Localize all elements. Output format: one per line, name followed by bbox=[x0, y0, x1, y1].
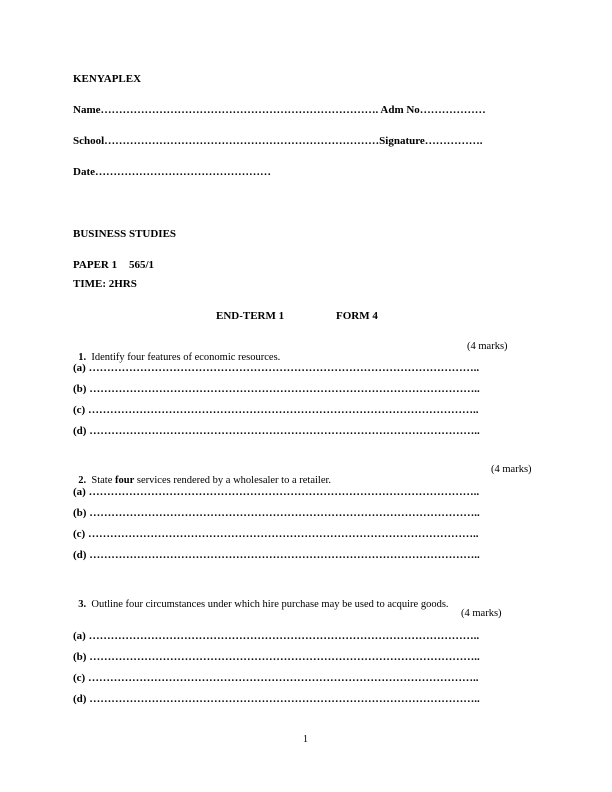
answer-line-2a[interactable]: (a) …………………………………………………………………………………………….. bbox=[73, 486, 480, 498]
answer-line-3d[interactable]: (d) …………………………………………………………………………………………….. bbox=[73, 693, 480, 705]
org-name: KENYAPLEX bbox=[73, 73, 142, 85]
answer-line-3a[interactable]: (a) …………………………………………………………………………………………….. bbox=[73, 630, 480, 642]
answer-line-3c[interactable]: (c) …………………………………………………………………………………………….. bbox=[73, 672, 479, 684]
question-1 bbox=[73, 341, 280, 363]
name-adm-line[interactable]: Name…………………………………………………………………. Adm No……………… bbox=[73, 104, 486, 116]
question-2-text-after: services rendered by a wholesaler to a retailer. bbox=[134, 475, 332, 486]
answer-line-2c[interactable]: (c) …………………………………………………………………………………………….. bbox=[73, 528, 479, 540]
term-label: END-TERM 1 bbox=[216, 310, 285, 322]
answer-line-3b[interactable]: (b) …………………………………………………………………………………………….. bbox=[73, 651, 480, 663]
question-2-marks: (4 marks) bbox=[491, 464, 532, 475]
answer-line-1a[interactable]: (a) …………………………………………………………………………………………….. bbox=[73, 362, 480, 374]
question-2-text-before: State bbox=[91, 475, 115, 486]
paper-label: PAPER 1 bbox=[73, 259, 118, 271]
question-3-number: 3. bbox=[78, 599, 87, 610]
answer-line-1d[interactable]: (d) …………………………………………………………………………………………….. bbox=[73, 425, 480, 437]
paper-code: 565/1 bbox=[129, 259, 155, 271]
question-1-number: 1. bbox=[78, 352, 87, 363]
question-2-text-bold: four bbox=[115, 475, 135, 486]
question-2 bbox=[73, 464, 331, 486]
question-1-text: Identify four features of economic resources. bbox=[91, 352, 281, 363]
answer-line-2b[interactable]: (b) …………………………………………………………………………………………….. bbox=[73, 507, 480, 519]
question-2-number: 2. bbox=[78, 475, 87, 486]
answer-line-1b[interactable]: (b) …………………………………………………………………………………………….. bbox=[73, 383, 480, 395]
question-1-marks: (4 marks) bbox=[467, 341, 508, 352]
subject-title: BUSINESS STUDIES bbox=[73, 228, 177, 240]
date-line[interactable]: Date………………………………………… bbox=[73, 166, 271, 178]
question-3-text: Outline four circumstances under which hire purchase may be used to acquire goods. bbox=[91, 599, 449, 610]
answer-line-1c[interactable]: (c) …………………………………………………………………………………………….. bbox=[73, 404, 479, 416]
time-label: TIME: 2HRS bbox=[73, 278, 137, 290]
page-number: 1 bbox=[303, 734, 308, 745]
form-label: FORM 4 bbox=[336, 310, 378, 322]
question-3 bbox=[73, 588, 449, 610]
question-3-marks: (4 marks) bbox=[461, 608, 502, 619]
school-signature-line[interactable]: School…………………………………………………………………Signature……………. bbox=[73, 135, 483, 147]
answer-line-2d[interactable]: (d) …………………………………………………………………………………………….. bbox=[73, 549, 480, 561]
